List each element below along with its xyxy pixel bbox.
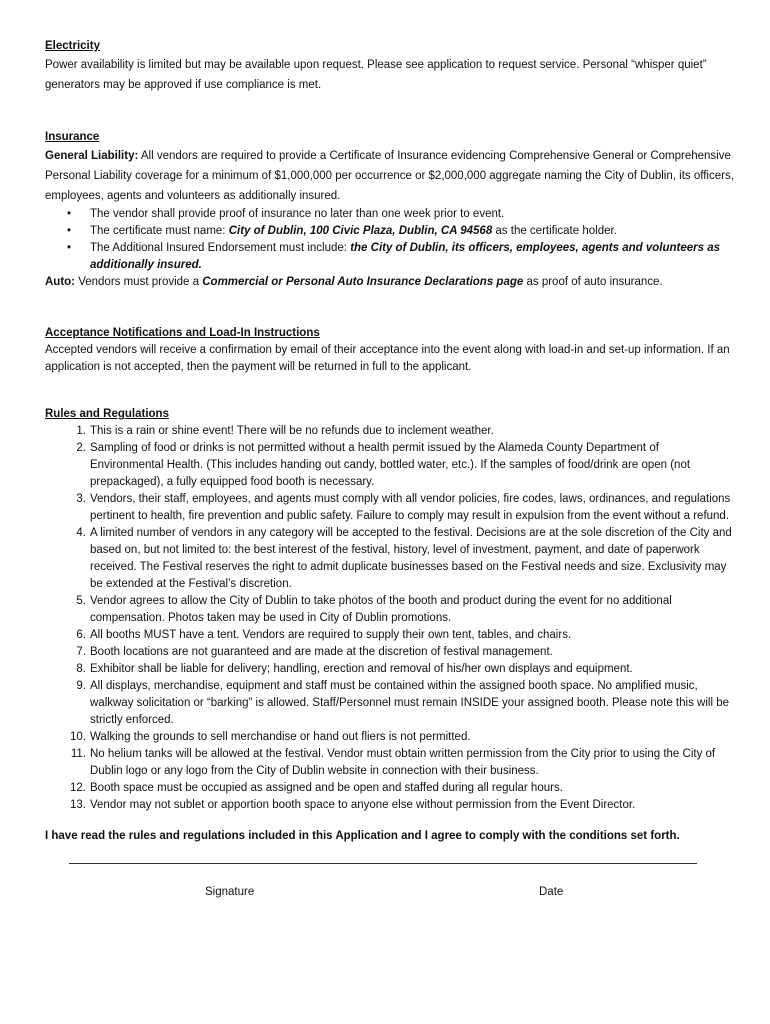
rule-item: 7. Booth locations are not guaranteed and are made at the discretion of festival management. [76,646,553,658]
signature-line[interactable] [69,863,697,864]
insurance-bullet: • The Additional Insured Endorsement must include: the City of Dublin, its officers, employees, agents and volunteers as additionally insured. [67,242,720,271]
rule-item: 2. Sampling of food or drinks is not permitted without a health permit issued by the Alameda County Department of Environmental Health. (This includes handing out candy, bottled water, etc.). If the samples of food/drink are open (not prepackaged), a fully equipped food booth is necessary. [76,442,691,488]
auto-insurance-paragraph: Auto: Vendors must provide a Commercial or Personal Auto Insurance Declarations page as proof of auto insurance. [45,276,663,288]
rule-item: 13. Vendor may not sublet or apportion booth space to anyone else without permission from the Event Director. [70,799,636,811]
acceptance-body: Accepted vendors will receive a confirmation by email of their acceptance into the event along with load-in and set-up information. If an application is not accepted, then the payment will be returned in full to the applicant. [45,344,730,373]
signature-label: Signature [205,886,255,898]
date-label: Date [539,886,564,898]
rule-item: 11. No helium tanks will be allowed at the festival. Vendor must obtain written permission from the City prior to using the City of Dublin logo or any logo from the City of Dublin website in connection with their business. [70,748,716,777]
bullet-icon: • [67,225,72,237]
rule-item: 10. Walking the grounds to sell merchandise or hand out fliers is not permitted. [70,731,471,743]
insurance-heading: Insurance [45,131,100,143]
signature-labels [45,884,735,904]
general-liability-paragraph [45,146,735,206]
insurance-bullet: • The vendor shall provide proof of insurance no later than one week prior to event. [90,206,735,223]
rule-item: 12. Booth space must be occupied as assigned and be open and staffed during all regular hours. [70,782,563,794]
bullet-icon: • [67,208,72,220]
rules-list [45,423,735,814]
electricity-body: Power availability is limited but may be available upon request. Please see application to request service. Personal “whisper quiet” generators may be approved if use compliance is met. [45,59,707,91]
document-page [45,38,735,904]
rule-item: 3. Vendors, their staff, employees, and agents must comply with all vendor policies, fire codes, laws, ordinances, and regulations pertinent to health, fire prevention and public safety. Failure to comply may result in expulsion from the event without a refund. [76,493,731,522]
acknowledgement-statement: I have read the rules and regulations included in this Application and I agree to comply with the conditions set forth. [45,830,680,842]
rule-item: 4. A limited number of vendors in any category will be accepted to the festival. Decisions are at the sole discretion of the City and based on, but not limited to: the best interest of the festival, history, level of investment, payment, and date of paperwork received. The Festival reserves the right to admit duplicate businesses based on the Festival needs and size. Exclusivity may be extended at the Festival’s discretion. [76,527,732,590]
rules-heading: Rules and Regulations [45,408,169,420]
bullet-icon: • [67,242,72,254]
rule-item: 1. This is a rain or shine event! There will be no refunds due to inclement weather. [76,425,494,437]
insurance-bullet-list [45,206,735,274]
general-liability-label: General Liability: [45,150,139,162]
auto-label: Auto: [45,276,76,288]
general-liability-text: All vendors are required to provide a Certificate of Insurance evidencing Comprehensive General or Comprehensive Personal Liability coverage for a minimum of $1,000,000 per occurrence or $2,000,000 aggregate naming the City of Dublin, its officers, employees, agents and volunteers as additionally insured. [45,150,734,202]
rule-item: 6. All booths MUST have a tent. Vendors are required to supply their own tent, tables, and chairs. [76,629,572,641]
rule-item: 9. All displays, merchandise, equipment and staff must be contained within the assigned booth space. No amplified music, walkway solicitation or “barking” is allowed. Staff/Personnel must remain INSIDE your assigned booth. Please note this will be strictly enforced. [76,680,729,726]
rule-item: 5. Vendor agrees to allow the City of Dublin to take photos of the booth and product during the event for no additional compensation. Photos taken may be used in City of Dublin promotions. [76,595,672,624]
electricity-heading: Electricity [45,40,100,52]
rule-item: 8. Exhibitor shall be liable for delivery; handling, erection and removal of his/her own displays and equipment. [76,663,633,675]
insurance-bullet: • The certificate must name: City of Dublin, 100 Civic Plaza, Dublin, CA 94568 as the certificate holder. [90,223,735,240]
acceptance-heading: Acceptance Notifications and Load-In Instructions [45,327,320,339]
